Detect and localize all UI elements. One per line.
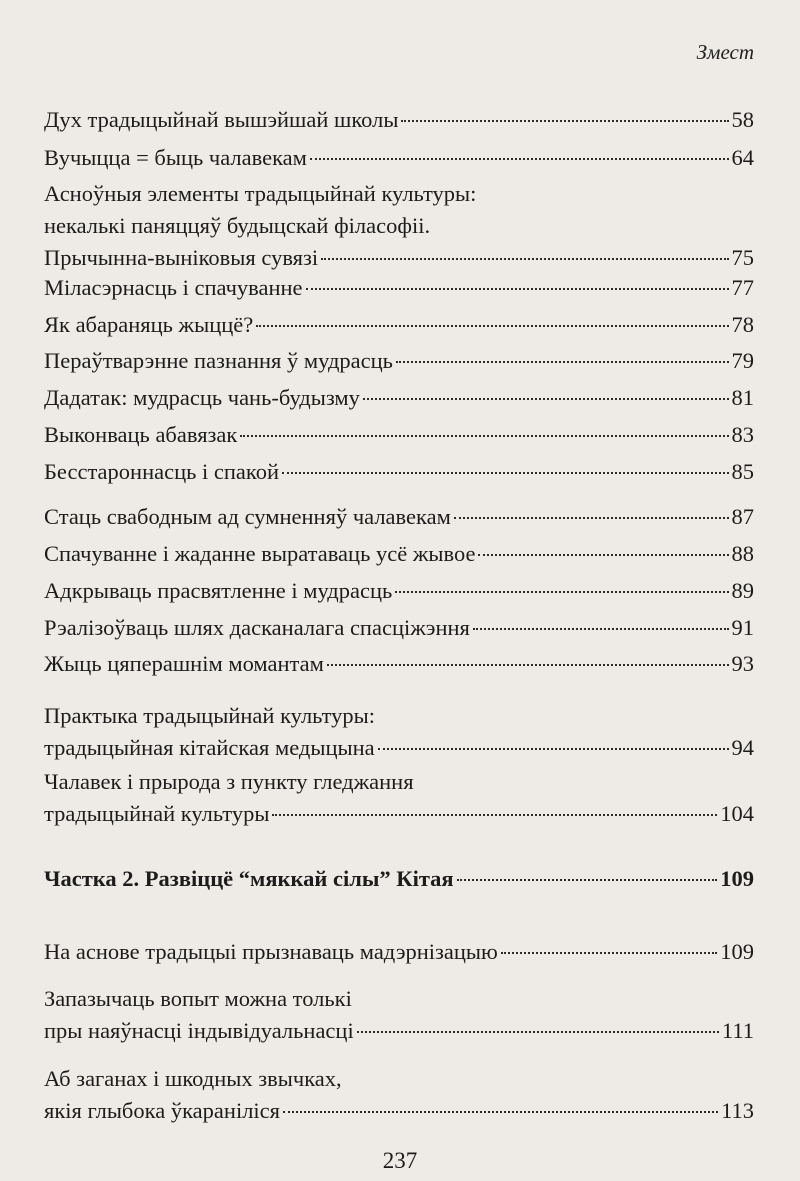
toc-entry (44, 612, 754, 644)
toc-entry-title: традыцыйнай культуры (44, 801, 270, 826)
running-head: Змест (696, 40, 754, 64)
toc-entry-row (44, 419, 754, 451)
dot-leader (478, 554, 728, 556)
toc-entry-title: Частка 2. Развіццё “мяккай сілы” Кітая (44, 866, 454, 891)
toc-entry (44, 1063, 754, 1127)
toc-page-number: 91 (731, 615, 754, 640)
toc-page-number: 78 (731, 312, 754, 337)
toc-entry (44, 648, 754, 680)
toc-entry-title-line: некалькі паняццяў будыцскай філасофіі. (44, 213, 431, 238)
toc-entry-title: Рэалізоўваць шлях дасканалага спасціжэння (44, 615, 470, 640)
toc-entry-row (44, 382, 754, 414)
dot-leader (363, 398, 729, 400)
toc-entry-title-line: Практыка традыцыйнай культуры: (44, 703, 375, 728)
dot-leader (327, 664, 729, 666)
toc-entry (44, 419, 754, 451)
toc-entry-title: Спачуванне і жаданне выратаваць усё жывое (44, 541, 476, 566)
toc-entry (44, 456, 754, 488)
dot-leader (240, 435, 728, 437)
dot-leader (501, 952, 717, 954)
toc-entry (44, 575, 754, 607)
dot-leader (401, 120, 728, 122)
part-heading-entry (44, 863, 754, 895)
toc-entry (44, 538, 754, 570)
toc-entry (44, 382, 754, 414)
toc-entry-title: Адкрываць прасвятленне і мудрасць (44, 578, 393, 603)
toc-entry-row (44, 863, 754, 895)
toc-page-number: 75 (731, 245, 754, 270)
toc-entry-row (44, 309, 754, 341)
toc-entry-row (44, 501, 754, 533)
toc-entry-title: Пераўтварэнне пазнання ў мудрасць (44, 348, 393, 373)
toc-entry-row (44, 732, 754, 764)
toc-entry-title: На аснове традыцыі прызнаваць мадэрнізацыю (44, 939, 498, 964)
toc-entry-row (44, 798, 754, 830)
toc-entry-title: якія глыбока ўкараніліся (44, 1098, 281, 1123)
toc-entry-row (44, 456, 754, 488)
dot-leader (272, 814, 717, 816)
toc-entry-row (44, 104, 754, 136)
toc-page-number: 77 (731, 275, 754, 300)
toc-entry (44, 983, 754, 1047)
dot-leader (378, 748, 729, 750)
toc-page-number: 94 (731, 735, 754, 760)
dot-leader (396, 361, 729, 363)
toc-page-number: 81 (731, 385, 754, 410)
toc-entry-row (44, 1095, 754, 1127)
toc-entry-row (44, 936, 754, 968)
toc-entry-title: Стаць свабодным ад сумненняў чалавекам (44, 504, 451, 529)
toc-entry-title-line: Аб заганах і шкодных звычках, (44, 1066, 342, 1091)
dot-leader (454, 517, 729, 519)
toc-entry-title: Міласэрнасць і спачуванне (44, 275, 303, 300)
toc-entry-row (44, 345, 754, 377)
toc-entry-title: Дадатак: мудрасць чань-будызму (44, 385, 360, 410)
toc-page-number: 88 (731, 541, 754, 566)
dot-leader (357, 1031, 719, 1033)
toc-entry-row (44, 648, 754, 680)
dot-leader (457, 879, 718, 881)
toc-entry (44, 272, 754, 304)
toc-entry-title-line: Асноўныя элементы традыцыйнай культуры: (44, 181, 477, 206)
toc-entry (44, 700, 754, 764)
toc-page-number: 109 (720, 939, 754, 964)
toc-entry-title-line: Чалавек і прырода з пункту гледжання (44, 769, 414, 794)
dot-leader (256, 325, 728, 327)
toc-entry-title: пры наяўнасці індывідуальнасці (44, 1018, 354, 1043)
toc-entry-title: Дух традыцыйнай вышэйшай школы (44, 107, 399, 132)
toc-entry (44, 766, 754, 830)
toc-page-number: 85 (731, 459, 754, 484)
toc-entry-row (44, 242, 754, 274)
toc-entry-row (44, 575, 754, 607)
toc-entry (44, 104, 754, 136)
toc-entry-row (44, 1015, 754, 1047)
page-number: 237 (382, 1148, 418, 1173)
toc-page-number: 109 (720, 866, 754, 891)
dot-leader (321, 258, 728, 260)
toc-page-number: 111 (721, 1018, 754, 1043)
toc-page-number: 79 (731, 348, 754, 373)
toc-entry (44, 501, 754, 533)
dot-leader (282, 472, 729, 474)
toc-entry-title: Выконваць абавязак (44, 422, 238, 447)
toc-entry (44, 178, 754, 274)
toc-page-number: 89 (731, 578, 754, 603)
toc-page-number: 58 (731, 107, 754, 132)
toc-entry (44, 142, 754, 174)
toc-entry (44, 309, 754, 341)
dot-leader (395, 591, 728, 593)
toc-page-number: 113 (721, 1098, 754, 1123)
toc-entry-title: Як абараняць жыццё? (44, 312, 254, 337)
toc-entry-row (44, 612, 754, 644)
toc-page-number: 104 (720, 801, 754, 826)
dot-leader (473, 628, 729, 630)
toc-entry-title: Прычынна-выніковыя сувязі (44, 245, 319, 270)
toc-entry-title: традыцыйная кітайская медыцына (44, 735, 375, 760)
toc-page-number: 64 (731, 145, 754, 170)
toc-entry-title: Жыць цяперашнім момантам (44, 651, 324, 676)
toc-page-number: 87 (731, 504, 754, 529)
dot-leader (310, 158, 729, 160)
toc-entry-title: Бесстароннасць і спакой (44, 459, 279, 484)
toc-entry-row (44, 142, 754, 174)
toc-entry (44, 936, 754, 968)
toc-entry-title: Вучыцца = быць чалавекам (44, 145, 307, 170)
dot-leader (306, 288, 729, 290)
toc-entry-row (44, 538, 754, 570)
toc-entry-row (44, 272, 754, 304)
toc-entry-title-line: Запазычаць вопыт можна толькі (44, 986, 352, 1011)
toc-page-number: 83 (731, 422, 754, 447)
toc-entry (44, 345, 754, 377)
dot-leader (283, 1111, 718, 1113)
toc-page-number: 93 (731, 651, 754, 676)
